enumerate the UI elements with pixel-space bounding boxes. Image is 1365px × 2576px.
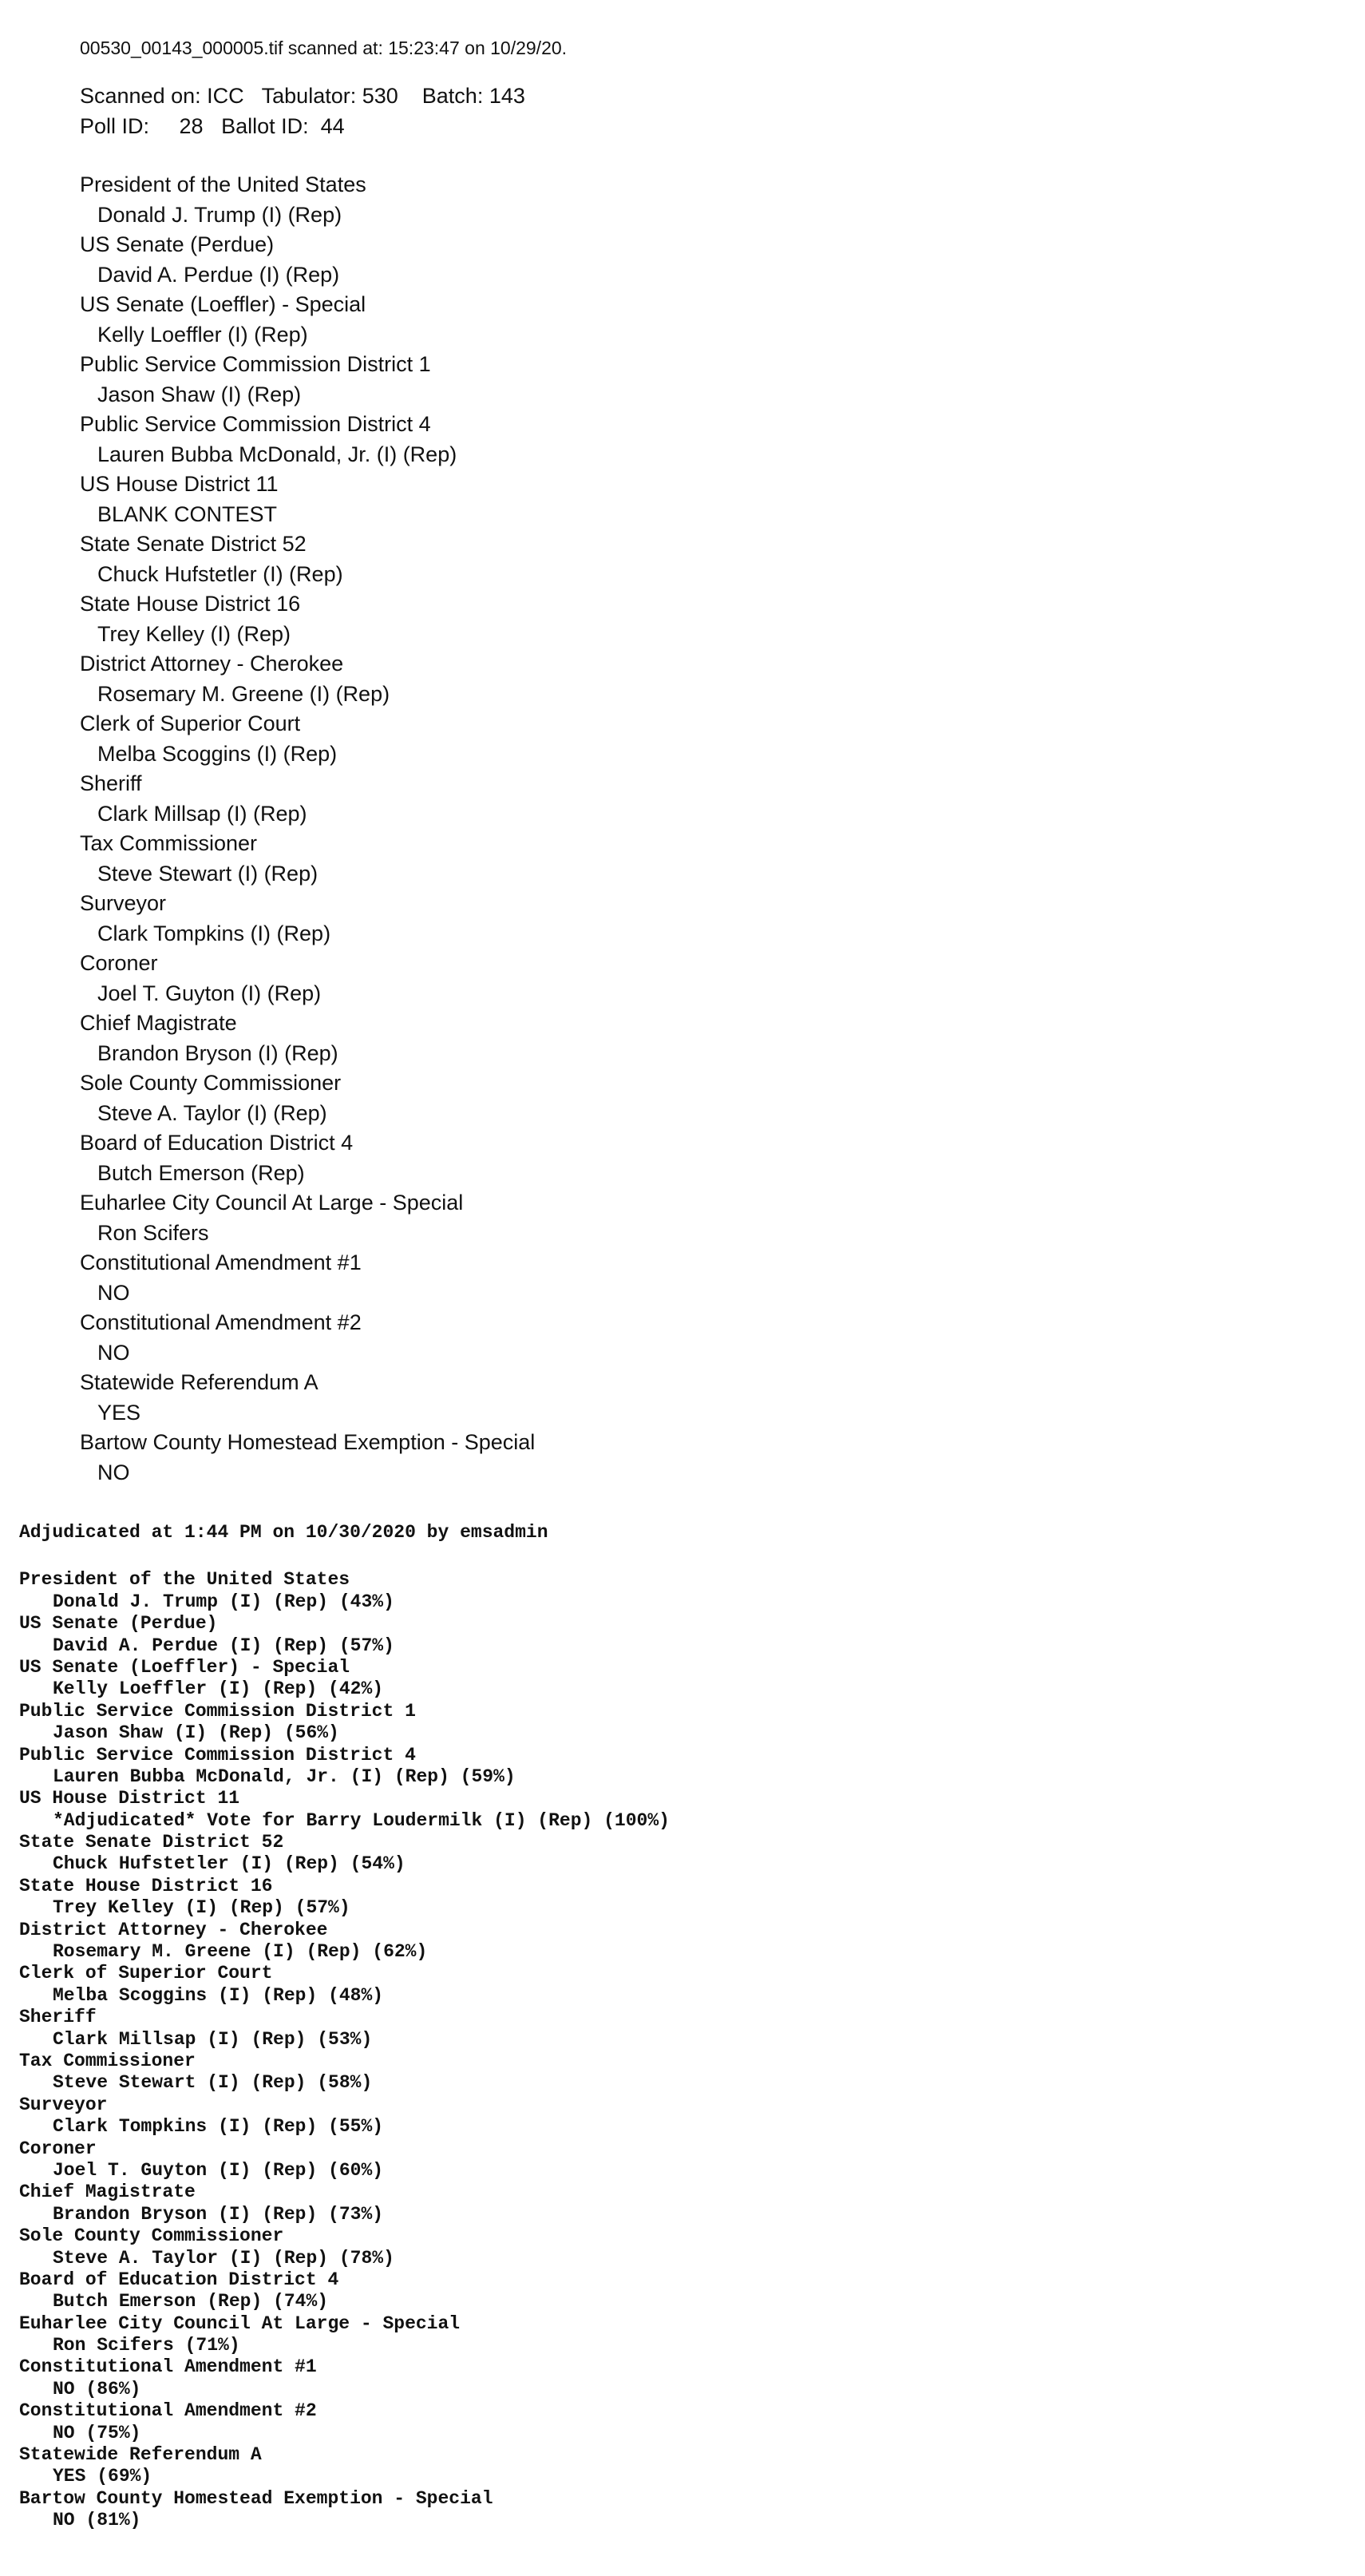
contest-title: Surveyor	[80, 891, 167, 915]
adjudicated-contest-choice: Ron Scifers (71%)	[53, 2335, 240, 2356]
adjudicated-contest-title: Coroner	[19, 2138, 97, 2159]
adjudicated-contest-choice: Clark Millsap (I) (Rep) (53%)	[53, 2028, 373, 2050]
contest-title: Board of Education District 4	[80, 1131, 354, 1155]
adjudicated-contest-choice: Brandon Bryson (I) (Rep) (73%)	[53, 2203, 384, 2225]
contest-choice: Butch Emerson (Rep)	[97, 1160, 305, 1185]
contest-choice: NO	[97, 1280, 130, 1305]
contest-title: Chief Magistrate	[80, 1011, 237, 1035]
contest-choice: Ron Scifers	[97, 1220, 209, 1245]
contest-title: Constitutional Amendment #1	[80, 1250, 362, 1274]
adjudicated-contest-choice: Steve A. Taylor (I) (Rep) (78%)	[53, 2247, 394, 2269]
contest-title: State Senate District 52	[80, 532, 307, 556]
contest-title: Sole County Commissioner	[80, 1071, 342, 1095]
adjudicated-contest-choice: Donald J. Trump (I) (Rep) (43%)	[53, 1591, 394, 1612]
contest-title: Clerk of Superior Court	[80, 711, 301, 735]
adjudication-section	[19, 1522, 1296, 2532]
contest-choice: Steve Stewart (I) (Rep)	[97, 861, 318, 886]
adjudicated-contest-title: Board of Education District 4	[19, 2269, 339, 2290]
contest-title: Tax Commissioner	[80, 831, 258, 855]
scan-meta-poll: Poll ID: 28 Ballot ID: 44	[80, 113, 345, 138]
adjudicated-contest-title: US Senate (Perdue)	[19, 1613, 218, 1635]
contest-title: Euharlee City Council At Large - Special	[80, 1191, 464, 1215]
contest-title: Public Service Commission District 1	[80, 352, 431, 376]
adjudicated-contest-title: State House District 16	[19, 1875, 273, 1896]
adjudicated-contest-choice: NO (75%)	[53, 2422, 141, 2443]
adjudicated-contest-choice: Jason Shaw (I) (Rep) (56%)	[53, 1722, 339, 1744]
adjudicated-contest-title: Public Service Commission District 1	[19, 1700, 416, 1722]
adjudicated-contest-title: Statewide Referendum A	[19, 2444, 262, 2466]
contest-title: Bartow County Homestead Exemption - Special	[80, 1430, 536, 1454]
contest-title: President of the United States	[80, 172, 366, 196]
contest-title: State House District 16	[80, 592, 301, 616]
contest-choice: Donald J. Trump (I) (Rep)	[97, 202, 342, 227]
adjudicated-contest-choice: YES (69%)	[53, 2466, 152, 2487]
contest-choice: Kelly Loeffler (I) (Rep)	[97, 322, 308, 347]
adjudicated-contest-title: President of the United States	[19, 1569, 350, 1591]
scan-header: 00530_00143_000005.tif scanned at: 15:23:47 on 10/29/20.	[80, 38, 568, 58]
contest-title: US Senate (Perdue)	[80, 232, 275, 256]
scan-contest-list	[80, 170, 1197, 1488]
adjudicated-contest-choice: Steve Stewart (I) (Rep) (58%)	[53, 2072, 373, 2094]
contest-title: Statewide Referendum A	[80, 1370, 318, 1394]
contest-choice: Brandon Bryson (I) (Rep)	[97, 1040, 338, 1065]
adjudicated-contest-choice: Chuck Hufstetler (I) (Rep) (54%)	[53, 1853, 406, 1875]
adjudicated-contest-title: State Senate District 52	[19, 1832, 284, 1853]
contest-choice: Clark Millsap (I) (Rep)	[97, 801, 307, 826]
contest-choice: Jason Shaw (I) (Rep)	[97, 382, 302, 406]
adjudicated-contest-title: Public Service Commission District 4	[19, 1744, 416, 1766]
contest-title: Public Service Commission District 4	[80, 412, 431, 436]
adjudicated-contest-title: US Senate (Loeffler) - Special	[19, 1656, 350, 1678]
contest-choice: Rosemary M. Greene (I) (Rep)	[97, 681, 390, 706]
adjudicated-contest-title: Chief Magistrate	[19, 2182, 196, 2203]
adjudicated-contest-title: District Attorney - Cherokee	[19, 1919, 328, 1940]
contest-choice: Lauren Bubba McDonald, Jr. (I) (Rep)	[97, 442, 457, 466]
adjudicated-contest-title: Sole County Commissioner	[19, 2225, 284, 2247]
contest-title: Sheriff	[80, 771, 142, 795]
contest-choice: YES	[97, 1400, 141, 1425]
adjudicated-contest-choice: NO (81%)	[53, 2510, 141, 2531]
spacer	[80, 141, 1197, 170]
scan-meta-tabulator: Scanned on: ICC Tabulator: 530 Batch: 143	[80, 84, 525, 108]
contest-title: US House District 11	[80, 472, 279, 496]
contest-choice: Trey Kelley (I) (Rep)	[97, 621, 291, 646]
adjudicated-contest-choice: Butch Emerson (Rep) (74%)	[53, 2291, 329, 2312]
contest-choice: Melba Scoggins (I) (Rep)	[97, 741, 338, 766]
contest-choice: BLANK CONTEST	[97, 501, 278, 526]
adjudicated-contest-choice: Rosemary M. Greene (I) (Rep) (62%)	[53, 1941, 428, 1963]
adjudicated-contest-title: Tax Commissioner	[19, 2050, 196, 2071]
adjudicated-contest-title: Euharlee City Council At Large - Special	[19, 2312, 461, 2334]
contest-choice: Steve A. Taylor (I) (Rep)	[97, 1100, 327, 1125]
adjudicated-contest-choice: Trey Kelley (I) (Rep) (57%)	[53, 1897, 350, 1919]
adjudicated-contest-choice: NO (86%)	[53, 2378, 141, 2400]
contest-title: US Senate (Loeffler) - Special	[80, 292, 366, 316]
contest-choice: Chuck Hufstetler (I) (Rep)	[97, 561, 343, 586]
contest-title: Coroner	[80, 951, 158, 975]
adjudication-header: Adjudicated at 1:44 PM on 10/30/2020 by emsadmin	[19, 1522, 548, 1543]
contest-choice: NO	[97, 1460, 130, 1484]
adjudicated-contest-title: Surveyor	[19, 2094, 108, 2115]
contest-choice: NO	[97, 1340, 130, 1365]
adjudicated-contest-choice: Melba Scoggins (I) (Rep) (48%)	[53, 1984, 384, 2006]
contest-choice: Clark Tompkins (I) (Rep)	[97, 921, 331, 945]
adjudicated-contest-choice: *Adjudicated* Vote for Barry Loudermilk (I) (Rep) (100%)	[53, 1809, 670, 1831]
contest-title: District Attorney - Cherokee	[80, 652, 344, 676]
adjudicated-contest-choice: Joel T. Guyton (I) (Rep) (60%)	[53, 2159, 384, 2181]
adjudicated-contest-choice: Clark Tompkins (I) (Rep) (55%)	[53, 2116, 384, 2138]
contest-title: Constitutional Amendment #2	[80, 1310, 362, 1334]
ballot-scan-section	[80, 32, 1197, 1488]
adjudicated-contest-title: Bartow County Homestead Exemption - Special	[19, 2487, 493, 2509]
adjudication-contest-list	[19, 1569, 1296, 2531]
adjudicated-contest-title: Constitutional Amendment #2	[19, 2400, 317, 2422]
adjudicated-contest-choice: Lauren Bubba McDonald, Jr. (I) (Rep) (59%)	[53, 1766, 516, 1787]
adjudicated-contest-title: US House District 11	[19, 1788, 240, 1809]
adjudicated-contest-choice: David A. Perdue (I) (Rep) (57%)	[53, 1635, 394, 1656]
contest-choice: David A. Perdue (I) (Rep)	[97, 262, 340, 287]
adjudicated-contest-title: Constitutional Amendment #1	[19, 2356, 317, 2378]
adjudicated-contest-title: Clerk of Superior Court	[19, 1963, 273, 1984]
contest-choice: Joel T. Guyton (I) (Rep)	[97, 981, 322, 1005]
adjudicated-contest-choice: Kelly Loeffler (I) (Rep) (42%)	[53, 1678, 384, 1700]
adjudicated-contest-title: Sheriff	[19, 2007, 97, 2028]
